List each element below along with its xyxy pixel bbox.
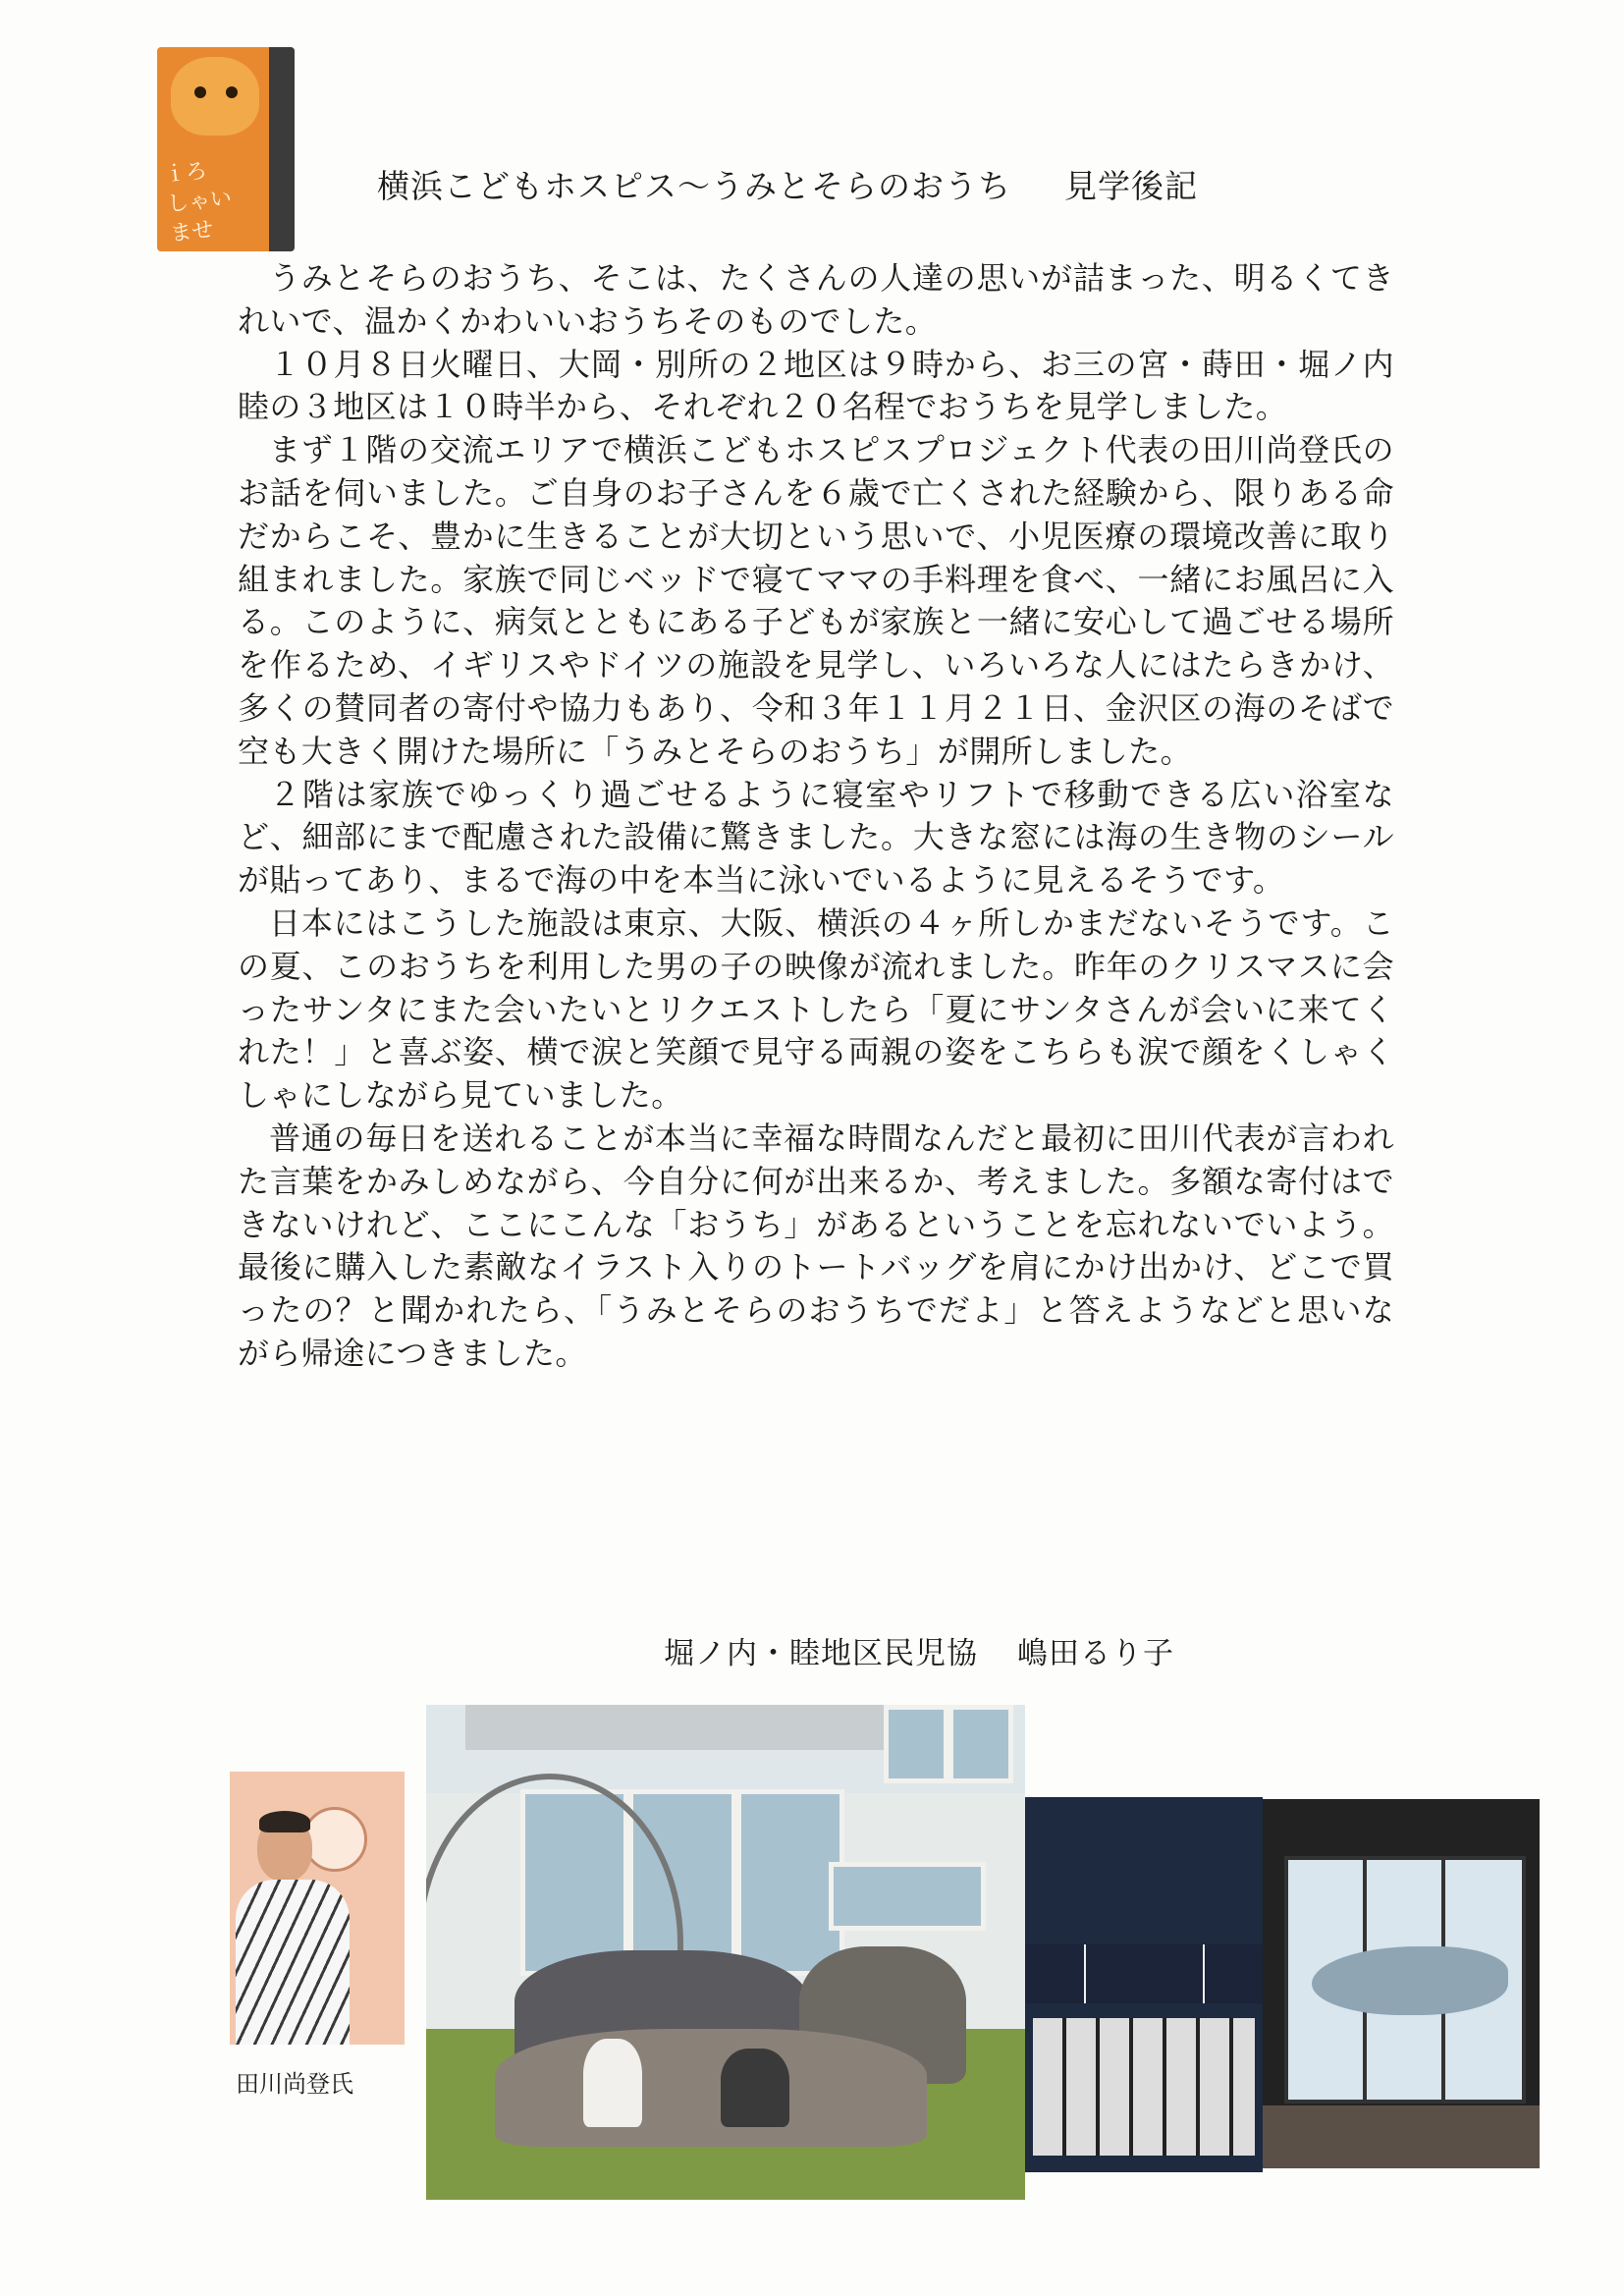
- window-sticker-photo: [1263, 1799, 1540, 2168]
- person-shirt: [236, 1880, 350, 2045]
- title-suffix: 見学後記: [1064, 167, 1198, 205]
- card-display-photo: [1025, 1797, 1263, 2172]
- display-roofs: [1025, 1944, 1263, 2003]
- paragraph: うみとそらのおうち、そこは、たくさんの人達の思いが詰まった、明るくてきれいで、温かくかわいいおうちそのものでした。: [238, 259, 1394, 340]
- building-window: [829, 1862, 986, 1931]
- giraffe-face-icon: [171, 57, 259, 136]
- group-people-front: [495, 2029, 927, 2147]
- display-cards: [1033, 2018, 1255, 2156]
- person-dark-top: [721, 2049, 789, 2127]
- paragraph: 日本にはこうした施設は東京、大阪、横浜の４ヶ所しかまだないそうです。この夏、このおうちを利用した男の子の映像が流れました。昨年のクリスマスに会ったサンタにまた会いたいとリクエストしたら「夏にサンタさんが会いに来てくれた！」と喜ぶ姿、横で涙と笑顔で見守る両親の姿をこちらも涙で顔をくしゃくしゃにしながら見ていました。: [238, 903, 1394, 1115]
- author-line: [664, 1628, 1351, 1671]
- page-title: [377, 161, 1359, 206]
- author-name: 嶋田るり子: [1017, 1636, 1174, 1671]
- giraffe-eye-icon: [226, 86, 238, 98]
- logo-illustration: [157, 47, 295, 251]
- group-photo: [426, 1705, 1025, 2200]
- paragraph: まず１階の交流エリアで横浜こどもホスピスプロジェクト代表の田川尚登氏のお話を伺いました。ご自身のお子さんを６歳で亡くされた経験から、限りある命だからこそ、豊かに生きることが大切という思いで、小児医療の環境改善に取り組まれました。家族で同じベッドで寝てママの手料理を食べ、一緒にお風呂に入る。このように、病気とともにある子どもが家族と一緒に安心して過ごせる場所を作るため、イギリスやドイツの施設を見学し、いろいろな人にはたらきかけ、多くの賛同者の寄付や協力もあり、令和３年１１月２１日、金沢区の海のそばで空も大きく開けた場所に「うみとそらのおうち」が開所しました。: [238, 431, 1394, 770]
- paragraph: ２階は家族でゆっくり過ごせるように寝室やリフトで移動できる広い浴室など、細部にまで配慮された設備に驚きました。大きな窓には海の生き物のシールが貼ってあり、まるで海の中を本当に泳いでいるように見えるそうです。: [238, 775, 1394, 900]
- person-hair: [259, 1811, 310, 1832]
- logo-script-mark: ｉろ しゃい ませ: [162, 158, 234, 247]
- building-window: [884, 1705, 948, 1783]
- title-main: 横浜こどもホスピス〜うみとそらのおうち: [377, 167, 1011, 205]
- article-body: [238, 257, 1394, 1376]
- logo-side-bar: [269, 47, 295, 251]
- floor: [1263, 2105, 1540, 2168]
- paragraph: １０月８日火曜日、大岡・別所の２地区は９時から、お三の宮・蒔田・堀ノ内睦の３地区は１０時半から、それぞれ２０名程でおうちを見学しました。: [238, 345, 1394, 426]
- paragraph: 普通の毎日を送れることが本当に幸福な時間なんだと最初に田川代表が言われた言葉をかみしめながら、今自分に何が出来るか、考えました。多額な寄付はできないけれど、ここにこんな「おうち」があるということを忘れないでいよう。最後に購入した素敵なイラスト入りのトートバッグを肩にかけ出かけ、どこで買ったの？と聞かれたら、「うみとそらのおうちでだよ」と答えようなどと思いながら帰途につきました。: [238, 1119, 1394, 1372]
- portrait-caption: 田川尚登氏: [236, 2070, 353, 2098]
- clock-icon: [302, 1807, 367, 1872]
- giraffe-eye-icon: [194, 86, 206, 98]
- author-org: 堀ノ内・睦地区民児協: [664, 1636, 978, 1671]
- person-white-top: [583, 2039, 642, 2127]
- portrait-photo: [230, 1772, 405, 2045]
- building-window: [948, 1705, 1013, 1783]
